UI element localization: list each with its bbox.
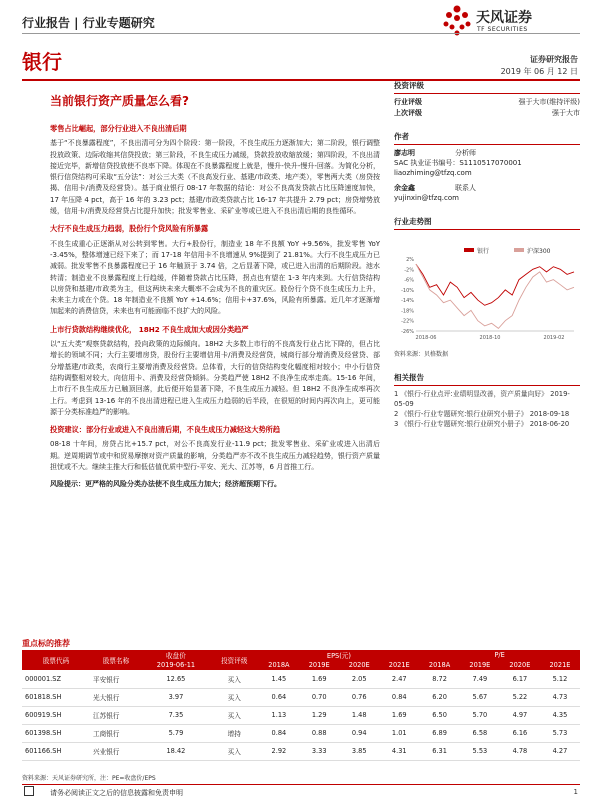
cell-name: 工商银行 xyxy=(90,724,142,742)
paragraph: 不良生成重心正逐渐从对公转到零售。大行+股份行，制造业 18 年不良额 YoY +9.56%，批发零售 YoY -3.45%，整体增速已经下来了；而 17-18 年信用卡不良增速从 9%提到了 21.81%。大行不良生成压力已减弱。批发零售不良暴露程度已于 16 年触顶于 3.74 倍，之后显著下降，或已进入出清的后期阶段。池水转清；制造业不良暴露程度上行趋缓，伴随着贷款占比压降，拐点也有望在 1-3 年内来到。大行信贷结构以房贷和基建/市政类为主，但这两块未来大概率不会成为不良的重灾区。股份行个贷不良生成压力上升，未来主力或在个贷。18 年制造业不良额 YoY +14.6%；信用卡+37.6%，风险有所暴露。近几年才逐渐增加起来的消费信贷，未来也有可能面临不良扩大的风险。 xyxy=(50,239,380,316)
cell-value: 4.73 xyxy=(540,688,580,706)
recommend-table xyxy=(22,650,580,761)
cell-price: 12.65 xyxy=(142,670,210,688)
related-report-item[interactable]: 3 《银行-行业专题研究:银行业研究小册子》 2018-06-20 xyxy=(394,420,570,428)
cell-value: 4.78 xyxy=(500,742,540,760)
cell-value: 0.88 xyxy=(299,724,339,742)
col-year: 2021E xyxy=(379,660,419,670)
cell-value: 6.31 xyxy=(419,742,460,760)
col-name: 股票名称 xyxy=(90,650,142,670)
cell-code: 000001.SZ xyxy=(22,670,90,688)
brand-name: 天风证券 xyxy=(476,10,532,26)
section-heading: 上市行贷款结构继续优化， 18H2 不良生成加大或因分类趋严 xyxy=(50,324,249,334)
cell-value: 1.45 xyxy=(259,670,300,688)
analyst-email[interactable]: liaozhiming@tfzq.com xyxy=(394,169,472,177)
cell-code: 600919.SH xyxy=(22,706,90,724)
cell-code: 601818.SH xyxy=(22,688,90,706)
last-rating-label: 上次评级 xyxy=(394,109,422,117)
col-year: 2020E xyxy=(339,660,379,670)
legend-label: 沪深300 xyxy=(527,248,551,255)
cell-value: 6.89 xyxy=(419,724,460,742)
related-reports xyxy=(394,373,580,429)
col-year: 2018A xyxy=(259,660,300,670)
col-price-date: 2019-06-11 xyxy=(142,660,210,670)
legend-swatch xyxy=(464,248,474,252)
y-tick-label: -26% xyxy=(401,329,414,335)
report-type: 证券研究报告 xyxy=(530,55,578,64)
contact-email[interactable]: yujinxin@tfzq.com xyxy=(394,194,459,202)
trend-chart-svg xyxy=(394,245,580,345)
related-heading: 相关报告 xyxy=(394,373,580,386)
cell-value: 3.85 xyxy=(339,742,379,760)
analyst-title: 分析师 xyxy=(455,149,476,157)
cell-value: 4.35 xyxy=(540,706,580,724)
y-tick-label: -22% xyxy=(401,318,414,325)
cell-value: 4.97 xyxy=(500,706,540,724)
table-source: 资料来源：天风证券研究所，注：PE=收盘价/EPS xyxy=(22,775,156,782)
section-heading: 大行不良生成压力趋弱，股份行个贷风险有所暴露 xyxy=(50,224,209,234)
rating-heading: 投资评级 xyxy=(394,80,580,94)
y-tick-label: -6% xyxy=(404,277,414,284)
paragraph: 08-18 十年间，房贷占比+15.7 pct，对公不良高发行业-11.9 pct；批发零售业、采矿业或进入出清后期。逆周期调节或中和贸易摩擦对资产质量的影响，分类趋严亦不改不良生成压力减轻趋势，银行资产质量担忧或不大。继续主推大行和低估值优质中型行-平安、光大、江苏等，6 月首推工行。 xyxy=(50,440,380,472)
x-tick-label: 2018-10 xyxy=(479,335,501,341)
cell-value: 5.12 xyxy=(540,670,580,688)
cell-rating: 买入 xyxy=(210,706,259,724)
cell-value: 0.76 xyxy=(339,688,379,706)
cell-value: 5.22 xyxy=(500,688,540,706)
cell-code: 601398.SH xyxy=(22,724,90,742)
cell-rating: 买入 xyxy=(210,670,259,688)
col-year: 2019E xyxy=(460,660,500,670)
cell-rating: 买入 xyxy=(210,688,259,706)
cell-value: 7.49 xyxy=(460,670,500,688)
col-year: 2021E xyxy=(540,660,580,670)
cell-value: 1.48 xyxy=(339,706,379,724)
related-report-item[interactable]: 1 《银行-行业点评:业绩明显改善，资产质量向好》 2019-05-09 xyxy=(394,390,570,408)
cell-value: 6.58 xyxy=(460,724,500,742)
legend-swatch xyxy=(514,248,524,252)
report-title: 当前银行资产质量怎么看? xyxy=(50,94,189,108)
col-eps: EPS(元) xyxy=(259,650,420,660)
last-rating-value: 强于大市 xyxy=(552,109,580,117)
cell-price: 18.42 xyxy=(142,742,210,760)
cell-rating: 买入 xyxy=(210,742,259,760)
col-code: 股票代码 xyxy=(22,650,90,670)
cell-value: 1.69 xyxy=(299,670,339,688)
cell-value: 5.73 xyxy=(540,724,580,742)
cell-name: 平安银行 xyxy=(90,670,142,688)
trend-heading: 行业走势图 xyxy=(394,216,580,230)
y-tick-label: -2% xyxy=(404,267,414,274)
cell-name: 兴业银行 xyxy=(90,742,142,760)
cell-value: 0.70 xyxy=(299,688,339,706)
y-tick-label: -10% xyxy=(401,287,414,294)
col-rating: 投资评级 xyxy=(210,650,259,670)
cell-value: 6.16 xyxy=(500,724,540,742)
analyst-name: 廖志明 xyxy=(394,149,415,157)
series-line xyxy=(416,264,574,328)
cell-value: 0.64 xyxy=(259,688,300,706)
table-row xyxy=(22,670,580,688)
sidebar xyxy=(394,80,580,203)
col-year: 2018A xyxy=(419,660,460,670)
cell-value: 6.20 xyxy=(419,688,460,706)
paragraph: 基于“不良暴露程度”，不良出清可分为四个阶段：第一阶段，不良生成压力逐渐加大；第二阶段，银行调整投放政策、边际收缩其信贷投放；第三阶段，不良生成压力减缓，贷款投放收缩放缓；第四阶段，不良出清接近完毕，新增信贷投放使不良率下降。体现在不良暴露程度上就是，慢升-快升-慢升-回落。为简化分析，银行信贷结构可采取“五分法”：对公三大类（不良高发行业、基建/市政类、地产类），零售两大类（房贷按揭、信用卡/消费及经营贷）。基于商业银行 08-17 年数据的结论：对公不良高发贷款占比压降速度加快，17 年压降 4 pct，高于 16 年的 3.23 pct；基建/市政类贷款占比 16-17 年共提升 2.79 pct；房贷增势放缓，信用卡/消费及经营贷占比提升加快；批发零售业、采矿业等或已进入不良出清后期的良性循环。 xyxy=(50,139,380,216)
y-tick-label: -14% xyxy=(401,298,414,305)
table-row xyxy=(22,706,580,724)
cell-price: 7.35 xyxy=(142,706,210,724)
col-pe: P/E xyxy=(419,650,580,660)
risk-paragraph: 风险提示：更严格的风险分类办法使不良生成压力加大；经济超预期下行。 xyxy=(50,480,281,489)
cell-value: 4.31 xyxy=(379,742,419,760)
page-number: 1 xyxy=(573,788,578,796)
cell-value: 5.53 xyxy=(460,742,500,760)
table-row xyxy=(22,688,580,706)
author-heading: 作者 xyxy=(394,131,580,145)
cell-value: 0.84 xyxy=(379,688,419,706)
cell-value: 0.94 xyxy=(339,724,379,742)
col-year: 2019E xyxy=(299,660,339,670)
cell-value: 5.70 xyxy=(460,706,500,724)
cell-value: 8.72 xyxy=(419,670,460,688)
cell-value: 1.01 xyxy=(379,724,419,742)
report-body xyxy=(50,123,380,497)
cell-value: 6.17 xyxy=(500,670,540,688)
cell-value: 2.47 xyxy=(379,670,419,688)
industry-name: 银行 xyxy=(22,50,62,74)
analyst-sac: SAC 执业证书编号：S1110517070001 xyxy=(394,159,522,167)
cell-rating: 增持 xyxy=(210,724,259,742)
brand-name-en: TF SECURITIES xyxy=(477,26,528,33)
cell-name: 江苏银行 xyxy=(90,706,142,724)
legend-label: 银行 xyxy=(477,248,490,255)
cell-code: 601166.SH xyxy=(22,742,90,760)
footer-divider xyxy=(22,784,580,785)
chart-source: 资料来源：贝格数据 xyxy=(394,351,449,358)
footer-disclaimer: 请务必阅读正文之后的信息披露和免责申明 xyxy=(50,789,183,797)
cell-value: 6.50 xyxy=(419,706,460,724)
related-report-item[interactable]: 2 《银行-行业专题研究:银行业研究小册子》 2018-09-18 xyxy=(394,410,570,418)
cell-value: 2.05 xyxy=(339,670,379,688)
qr-code-icon xyxy=(24,786,34,796)
section-heading: 零售占比崛起，部分行业进入不良出清后期 xyxy=(50,124,187,133)
cell-value: 5.67 xyxy=(460,688,500,706)
cell-value: 1.13 xyxy=(259,706,300,724)
y-tick-label: -18% xyxy=(401,308,414,315)
contact-title: 联系人 xyxy=(455,184,476,192)
brand-logo xyxy=(440,4,590,44)
cell-value: 2.92 xyxy=(259,742,300,760)
x-tick-label: 2019-02 xyxy=(543,335,565,341)
cell-value: 0.84 xyxy=(259,724,300,742)
rating-value: 强于大市(维持评级) xyxy=(518,98,580,106)
cell-price: 3.97 xyxy=(142,688,210,706)
header-divider xyxy=(22,33,580,34)
rating-label: 行业评级 xyxy=(394,98,422,106)
col-price: 收盘价 xyxy=(142,650,210,660)
report-date: 2019 年 06 月 12 日 xyxy=(500,67,578,76)
table-title: 重点标的推荐 xyxy=(22,639,70,648)
cell-price: 5.79 xyxy=(142,724,210,742)
table-row xyxy=(22,742,580,760)
cell-value: 4.27 xyxy=(540,742,580,760)
header-breadcrumb: 行业报告 | 行业专题研究 xyxy=(22,16,155,30)
col-year: 2020E xyxy=(500,660,540,670)
cell-name: 光大银行 xyxy=(90,688,142,706)
x-tick-label: 2018-06 xyxy=(415,335,437,341)
cell-value: 3.33 xyxy=(299,742,339,760)
paragraph: 以“五大类”观察贷款结构，投向政策的边际倾向。18H2 大多数上市行的不良高发行业占比下降的，但占比增长的领域不同；大行主要增房贷，股份行主要增信用卡/消费及经营贷，城商行部分增消费及经营贷、部分增基建/市政类，农商行主要增消费及经营贷。总体看，大行的信贷结构变化幅度相对较小；中小行信贷结构调整相对较大，向信用卡、消费及经营贷倾斜。分类趋严使 18H2 不良净生成率走高。15-16 年间，上市行不良生成压力已触顶回落，此后便开始显著下降，不良生成压力减轻。但 18H2 不良净生成率再次上行。考虑到 13-16 年的不良出清进程已进入生成压力趋弱的后半段，在很短的时间内再次向上，更可能源于分类标准趋严的影响。 xyxy=(50,340,380,416)
y-tick-label: 2% xyxy=(406,257,414,263)
trend-chart xyxy=(394,245,580,358)
contact-name: 余金鑫 xyxy=(394,184,415,192)
table-row xyxy=(22,724,580,742)
trend-heading-wrap xyxy=(394,216,580,233)
cell-value: 1.29 xyxy=(299,706,339,724)
section-heading: 投资建议：部分行业或进入不良出清后期，不良生成压力减轻这大势所趋 xyxy=(50,425,281,435)
cell-value: 1.69 xyxy=(379,706,419,724)
